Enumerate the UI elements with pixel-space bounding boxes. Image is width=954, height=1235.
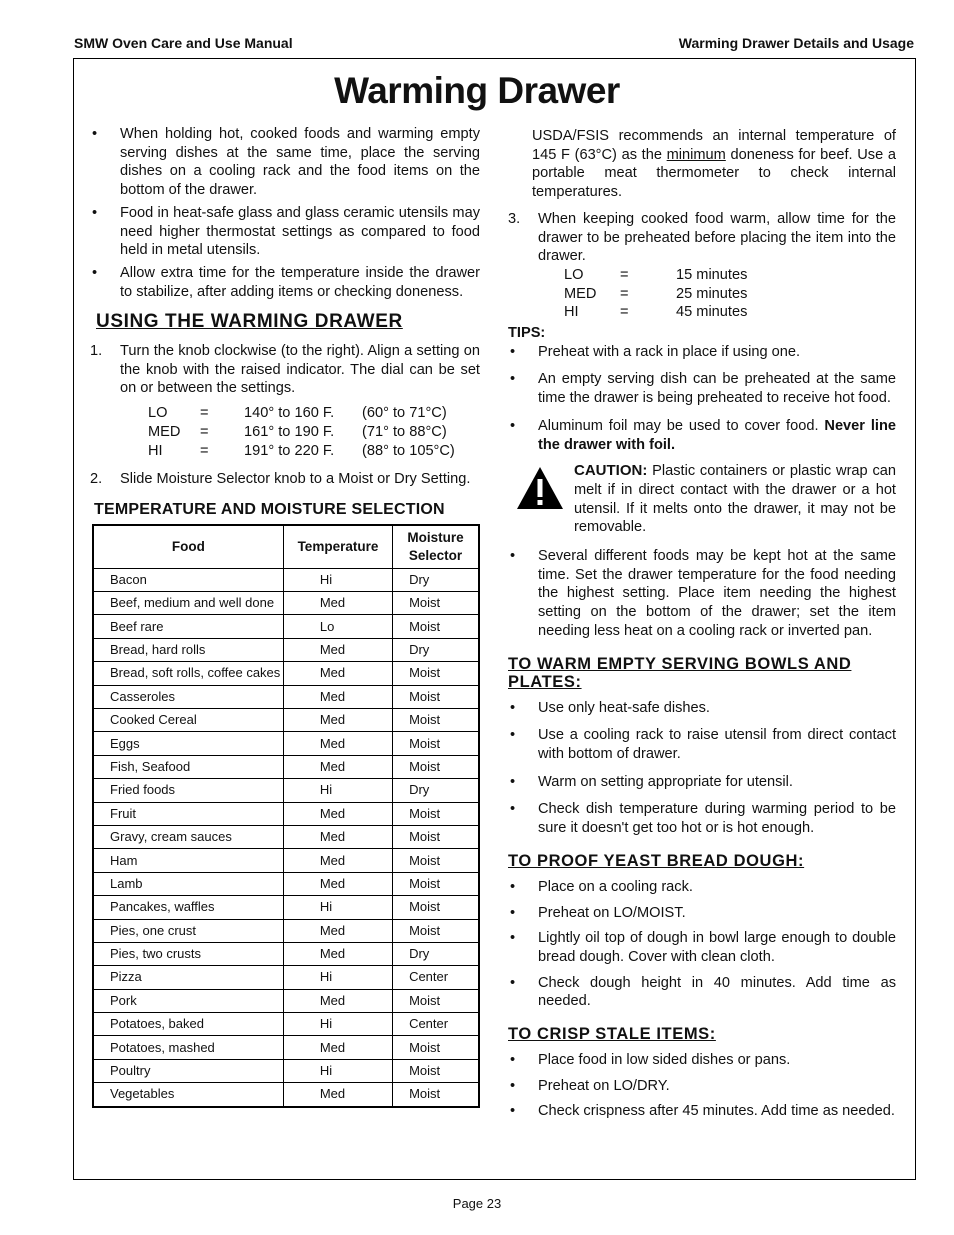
bullet-mark: • bbox=[510, 974, 516, 991]
bullet-mark: • bbox=[510, 371, 516, 388]
usda-note: USDA/FSIS recommends an internal temperature of 145 F (63°C) as the minimum doneness for beef. Use a portable meat thermometer to check internal temperatures. bbox=[532, 128, 896, 201]
table-row bbox=[93, 802, 479, 825]
temperature-cell: Hi bbox=[283, 1059, 392, 1082]
moisture-cell: Dry bbox=[393, 942, 479, 965]
col-food: Food bbox=[93, 525, 283, 569]
moisture-cell: Moist bbox=[393, 592, 479, 615]
table-row bbox=[93, 849, 479, 872]
temperature-cell: Med bbox=[283, 989, 392, 1012]
bullet-mark: • bbox=[92, 126, 98, 142]
food-cell: Lamb bbox=[93, 872, 283, 895]
page-number: Page 23 bbox=[452, 1196, 502, 1211]
bowls-item: • Use only heat-safe dishes. bbox=[510, 699, 710, 716]
temperature-cell: Med bbox=[283, 662, 392, 685]
food-cell: Fried foods bbox=[93, 779, 283, 802]
step-1: 1. Turn the knob clockwise (to the right). Align a setting on the knob with the raised indicator. The dial can be set on or between the settings. bbox=[90, 343, 480, 397]
temperature-cell: Med bbox=[283, 825, 392, 848]
table-row bbox=[93, 989, 479, 1012]
temperature-cell: Med bbox=[283, 802, 392, 825]
moisture-cell: Moist bbox=[393, 709, 479, 732]
food-cell: Gravy, cream sauces bbox=[93, 825, 283, 848]
moisture-cell: Dry bbox=[393, 568, 479, 591]
preheat-row: LO = 15 minutes bbox=[564, 266, 748, 283]
moisture-cell: Moist bbox=[393, 1059, 479, 1082]
header-left: SMW Oven Care and Use Manual bbox=[74, 35, 293, 51]
col-moisture: Moisture Selector bbox=[393, 525, 479, 569]
table-row bbox=[93, 732, 479, 755]
food-cell: Pies, one crust bbox=[93, 919, 283, 942]
bullet-mark: • bbox=[510, 1103, 516, 1120]
temperature-cell: Hi bbox=[283, 966, 392, 989]
temperature-cell: Med bbox=[283, 1036, 392, 1059]
temperature-cell: Hi bbox=[283, 896, 392, 919]
right-column bbox=[508, 127, 896, 1125]
moisture-cell: Moist bbox=[393, 802, 479, 825]
moisture-cell: Moist bbox=[393, 872, 479, 895]
moisture-cell: Dry bbox=[393, 638, 479, 661]
bullet-mark: • bbox=[92, 204, 98, 221]
table-row bbox=[93, 825, 479, 848]
moisture-cell: Center bbox=[393, 966, 479, 989]
tips-heading: TIPS: bbox=[508, 325, 546, 342]
crisp-item: • Check crispness after 45 minutes. Add time as needed. bbox=[510, 1103, 895, 1120]
bullet-mark: • bbox=[510, 773, 516, 790]
preheat-row: HI = 45 minutes bbox=[564, 304, 748, 321]
food-cell: Potatoes, mashed bbox=[93, 1036, 283, 1059]
caution-label: CAUTION: bbox=[574, 462, 648, 480]
food-cell: Pizza bbox=[93, 966, 283, 989]
moisture-cell: Center bbox=[393, 1013, 479, 1036]
table-row bbox=[93, 1036, 479, 1059]
table-row bbox=[93, 755, 479, 778]
tip-item: • Preheat with a rack in place if using one. bbox=[510, 343, 801, 360]
proof-item: • Place on a cooling rack. bbox=[510, 878, 693, 895]
food-cell: Ham bbox=[93, 849, 283, 872]
table-heading: TEMPERATURE AND MOISTURE SELECTION bbox=[94, 500, 445, 518]
step-2: 2. Slide Moisture Selector knob to a Moist or Dry Setting. bbox=[90, 471, 471, 488]
temperature-cell: Lo bbox=[283, 615, 392, 638]
temperature-moisture-table bbox=[92, 524, 480, 1108]
food-cell: Fruit bbox=[93, 802, 283, 825]
table-row bbox=[93, 779, 479, 802]
bullet-mark: • bbox=[510, 801, 516, 818]
header-right: Warming Drawer Details and Usage bbox=[678, 35, 914, 51]
bullet-mark: • bbox=[510, 1077, 516, 1094]
settings-row: MED = 161° to 190 F. (71° to 88°C) bbox=[148, 423, 447, 440]
settings-row: HI = 191° to 220 F. (88° to 105°C) bbox=[148, 442, 455, 459]
table-row bbox=[93, 919, 479, 942]
food-cell: Potatoes, baked bbox=[93, 1013, 283, 1036]
bullet-mark: • bbox=[510, 417, 516, 434]
temperature-cell: Med bbox=[283, 685, 392, 708]
several-foods-bullet: • Several different foods may be kept hot at the same time. Set the drawer temperature for the food needing the highest setting. Place item needing the highest setting on the bottom of the drawer; set the item needing less heat on a cooling rack or inverted pan. bbox=[510, 548, 896, 639]
using-heading: USING THE WARMING DRAWER bbox=[96, 311, 403, 333]
proof-item: • Lightly oil top of dough in bowl large enough to double bread dough. Cover with clean cloth. bbox=[510, 930, 896, 965]
intro-bullet: • When holding hot, cooked foods and warming empty serving dishes at the same time, place the serving dishes on a cooling rack and the food items on the bottom of the drawer. bbox=[92, 126, 480, 199]
temperature-cell: Med bbox=[283, 732, 392, 755]
bullet-mark: • bbox=[510, 1052, 516, 1069]
bullet-mark: • bbox=[510, 343, 516, 360]
moisture-cell: Moist bbox=[393, 849, 479, 872]
food-cell: Beef rare bbox=[93, 615, 283, 638]
food-cell: Bread, soft rolls, coffee cakes bbox=[93, 662, 283, 685]
bowls-item: • Check dish temperature during warming period to be sure it doesn't get too hot or is hot enough. bbox=[510, 801, 896, 837]
moisture-cell: Moist bbox=[393, 825, 479, 848]
moisture-cell: Moist bbox=[393, 685, 479, 708]
intro-bullet: • Allow extra time for the temperature inside the drawer to stabilize, after adding items or checking doneness. bbox=[92, 264, 480, 300]
table-row bbox=[93, 662, 479, 685]
moisture-cell: Moist bbox=[393, 732, 479, 755]
food-cell: Fish, Seafood bbox=[93, 755, 283, 778]
bullet-mark: • bbox=[510, 878, 516, 895]
bullet-mark: • bbox=[510, 699, 516, 716]
moisture-cell: Moist bbox=[393, 1083, 479, 1107]
food-cell: Cooked Cereal bbox=[93, 709, 283, 732]
food-cell: Poultry bbox=[93, 1059, 283, 1082]
table-row bbox=[93, 592, 479, 615]
food-cell: Bread, hard rolls bbox=[93, 638, 283, 661]
temperature-cell: Med bbox=[283, 942, 392, 965]
moisture-cell: Moist bbox=[393, 615, 479, 638]
table-row bbox=[93, 568, 479, 591]
table-row bbox=[93, 1059, 479, 1082]
bullet-mark: • bbox=[510, 930, 516, 947]
col-temperature: Temperature bbox=[283, 525, 392, 569]
bowls-heading: TO WARM EMPTY SERVING BOWLS AND PLATES: bbox=[508, 654, 852, 691]
table-row bbox=[93, 615, 479, 638]
table-header-row bbox=[93, 525, 479, 569]
temperature-cell: Med bbox=[283, 872, 392, 895]
bowls-item: • Use a cooling rack to raise utensil from direct contact with bottom of drawer. bbox=[510, 727, 896, 762]
preheat-row: MED = 25 minutes bbox=[564, 285, 748, 302]
bullet-mark: • bbox=[510, 904, 516, 921]
bullet-mark: • bbox=[510, 548, 516, 565]
crisp-item: • Preheat on LO/DRY. bbox=[510, 1077, 670, 1094]
moisture-cell: Moist bbox=[393, 989, 479, 1012]
tip-item: • An empty serving dish can be preheated at the same time the drawer is being preheated to receive hot food. bbox=[510, 371, 896, 407]
table-row bbox=[93, 966, 479, 989]
left-column bbox=[90, 125, 480, 1108]
table-row bbox=[93, 1083, 479, 1107]
crisp-item: • Place food in low sided dishes or pans. bbox=[510, 1052, 791, 1069]
food-cell: Eggs bbox=[93, 732, 283, 755]
temperature-cell: Med bbox=[283, 638, 392, 661]
temperature-cell: Hi bbox=[283, 779, 392, 802]
moisture-cell: Moist bbox=[393, 919, 479, 942]
food-cell: Pies, two crusts bbox=[93, 942, 283, 965]
table-row bbox=[93, 1013, 479, 1036]
temperature-cell: Med bbox=[283, 1083, 392, 1107]
moisture-cell: Moist bbox=[393, 755, 479, 778]
page-title: Warming Drawer bbox=[334, 70, 620, 111]
table-row bbox=[93, 685, 479, 708]
proof-heading: TO PROOF YEAST BREAD DOUGH: bbox=[508, 851, 805, 870]
proof-item: • Preheat on LO/MOIST. bbox=[510, 904, 686, 921]
table-row bbox=[93, 709, 479, 732]
food-cell: Pork bbox=[93, 989, 283, 1012]
food-cell: Bacon bbox=[93, 568, 283, 591]
step-3: 3. When keeping cooked food warm, allow time for the drawer to be preheated before placing the item into the drawer. bbox=[508, 210, 896, 265]
moisture-cell: Moist bbox=[393, 896, 479, 919]
temperature-cell: Med bbox=[283, 849, 392, 872]
temperature-cell: Med bbox=[283, 592, 392, 615]
moisture-cell: Dry bbox=[393, 779, 479, 802]
temperature-cell: Med bbox=[283, 919, 392, 942]
food-cell: Casseroles bbox=[93, 685, 283, 708]
table-body bbox=[93, 568, 479, 1106]
table-row bbox=[93, 872, 479, 895]
caution-box bbox=[508, 462, 896, 537]
food-cell: Pancakes, waffles bbox=[93, 896, 283, 919]
proof-item: • Check dough height in 40 minutes. Add time as needed. bbox=[510, 974, 896, 1010]
temperature-cell: Med bbox=[283, 709, 392, 732]
food-cell: Beef, medium and well done bbox=[93, 592, 283, 615]
bowls-item: • Warm on setting appropriate for utensil. bbox=[510, 773, 793, 790]
bullet-mark: • bbox=[92, 264, 98, 281]
warning-icon bbox=[516, 466, 564, 510]
settings-row: LO = 140° to 160 F. (60° to 71°C) bbox=[148, 405, 447, 422]
tip-item: • Aluminum foil may be used to cover food. Never line the drawer with foil. bbox=[510, 417, 897, 453]
intro-bullet: • Food in heat-safe glass and glass ceramic utensils may need higher thermostat settings as compared to food held in metal utensils. bbox=[92, 204, 480, 259]
temperature-cell: Hi bbox=[283, 568, 392, 591]
crisp-heading: TO CRISP STALE ITEMS: bbox=[508, 1025, 716, 1044]
table-row bbox=[93, 638, 479, 661]
table-row bbox=[93, 942, 479, 965]
temperature-cell: Hi bbox=[283, 1013, 392, 1036]
bullet-mark: • bbox=[510, 727, 516, 744]
temperature-cell: Med bbox=[283, 755, 392, 778]
moisture-cell: Moist bbox=[393, 662, 479, 685]
food-cell: Vegetables bbox=[93, 1083, 283, 1107]
table-row bbox=[93, 896, 479, 919]
moisture-cell: Moist bbox=[393, 1036, 479, 1059]
caution-text: Plastic containers or plastic wrap can melt if in direct contact with the drawer or a hot utensil. If it melts onto the drawer, it may not be removable. bbox=[574, 463, 896, 536]
